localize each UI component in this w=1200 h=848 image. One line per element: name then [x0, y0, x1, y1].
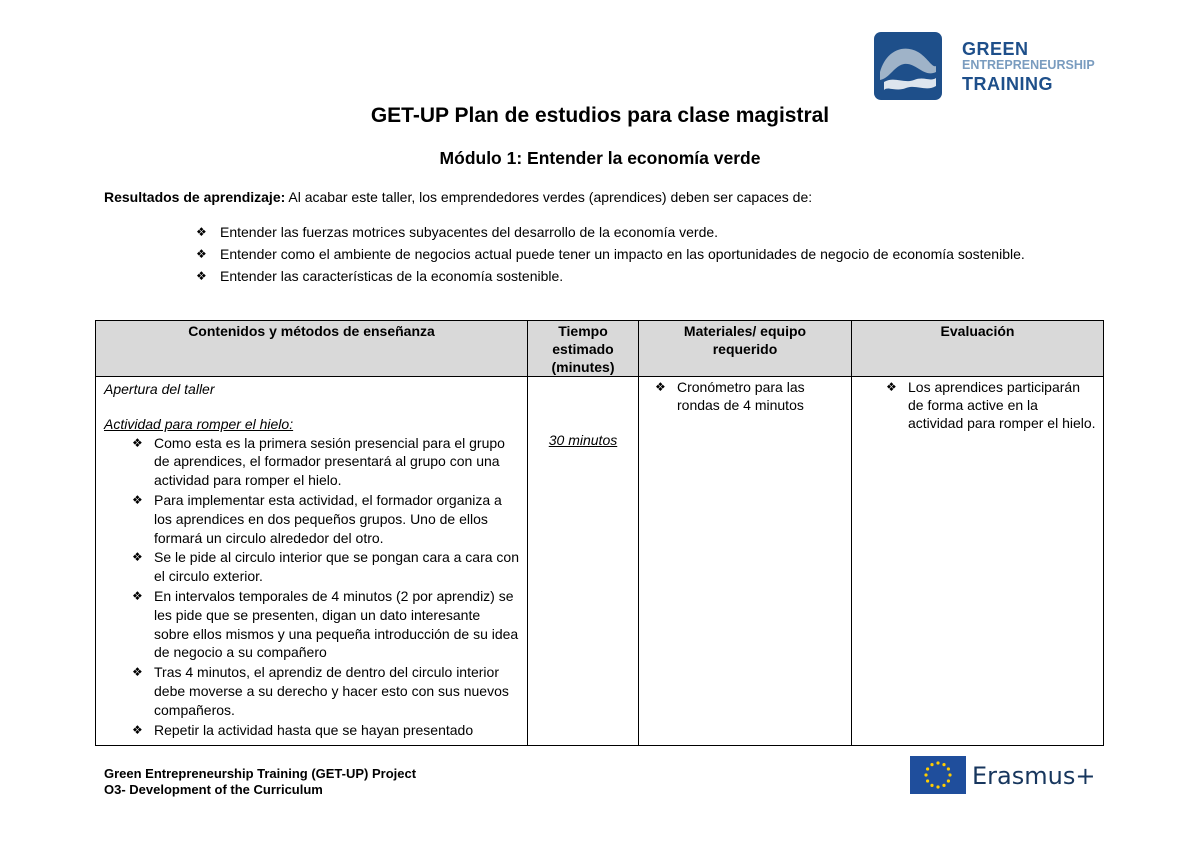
logo-line-training: TRAINING [962, 74, 1053, 94]
activity-steps-list [132, 434, 519, 740]
step-text: En intervalos temporales de 4 minutos (2 por aprendiz) se les pide que se presenten, digan un dato interesante sobre ellos mismos y una pequeña introducción de su idea de negocio a su compañero [154, 587, 519, 661]
list-item [132, 587, 519, 662]
erasmus-plus-wordmark: Erasmus+ [972, 762, 1096, 790]
learning-outcomes-intro [104, 189, 1104, 205]
step-text: Repetir la actividad hasta que se hayan presentado [154, 721, 474, 738]
list-item [196, 222, 1076, 243]
list-item [132, 434, 519, 490]
diamond-bullet-icon: ❖ [132, 435, 143, 450]
activity-title: Actividad para romper el hielo: [104, 415, 294, 432]
outcome-text: Entender las características de la economía sostenible. [220, 268, 564, 284]
footer-project-info [104, 766, 416, 798]
materials-cell [639, 377, 852, 746]
page-title: GET-UP Plan de estudios para clase magistral [370, 104, 830, 127]
header-contents-methods [96, 321, 528, 377]
header-evaluation [852, 321, 1104, 377]
header-label: Contenidos y métodos de enseñanza [188, 323, 435, 339]
diamond-bullet-icon: ❖ [196, 225, 207, 239]
diamond-bullet-icon: ❖ [132, 665, 143, 680]
green-entrepreneurship-logo-icon [874, 32, 942, 100]
materials-list [639, 377, 851, 414]
table-header-row [96, 321, 1104, 377]
footer-line-curriculum: O3- Development of the Curriculum [104, 782, 323, 797]
get-up-logo [874, 32, 1094, 100]
diamond-bullet-icon: ❖ [196, 269, 207, 283]
logo-line-green: GREEN [962, 39, 1029, 59]
diamond-bullet-icon: ❖ [196, 247, 207, 261]
list-item [655, 378, 845, 414]
list-item [196, 244, 1076, 265]
step-text: Como esta es la primera sesión presencial para el grupo de aprendices, el formador presentará al grupo con una actividad para romper el hielo. [154, 434, 505, 489]
logo-text [962, 40, 1095, 93]
diamond-bullet-icon: ❖ [655, 380, 666, 394]
time-value: 30 minutos [548, 432, 618, 448]
evaluation-text: Los aprendices participarán de forma active en la actividad para romper el hielo. [908, 379, 1096, 431]
footer-line-project: Green Entrepreneurship Training (GET-UP) Project [104, 766, 417, 781]
module-title: Módulo 1: Entender la economía verde [439, 148, 761, 168]
evaluation-list [852, 377, 1103, 432]
diamond-bullet-icon: ❖ [132, 550, 143, 565]
list-item [132, 491, 519, 547]
table-row [96, 377, 1104, 746]
outcome-text: Entender las fuerzas motrices subyacentes del desarrollo de la economía verde. [220, 224, 719, 240]
list-item [132, 721, 519, 740]
curriculum-table [95, 320, 1104, 746]
header-materials [639, 321, 852, 377]
outcome-text: Entender como el ambiente de negocios actual puede tener un impacto en las oportunidades de negocio de economía sostenible. [220, 246, 1025, 262]
logo-line-entrepreneurship: ENTREPRENEURSHIP [962, 58, 1095, 72]
contents-cell [96, 377, 528, 746]
learning-outcomes-list [196, 222, 1076, 288]
list-item [132, 663, 519, 719]
list-item [196, 266, 1076, 287]
learning-outcomes-text: Al acabar este taller, los emprendedores verdes (aprendices) deben ser capaces de: [285, 189, 813, 205]
header-estimated-time [528, 321, 639, 377]
evaluation-cell [852, 377, 1104, 746]
diamond-bullet-icon: ❖ [886, 380, 897, 394]
header-label: Tiempo estimado (minutes) [551, 323, 615, 375]
eu-flag-icon [910, 756, 966, 794]
time-cell [528, 377, 639, 746]
diamond-bullet-icon: ❖ [132, 722, 143, 737]
step-text: Tras 4 minutos, el aprendiz de dentro del circulo interior debe moverse a su derecho y hacer esto con sus nuevos compañeros. [154, 664, 509, 718]
diamond-bullet-icon: ❖ [132, 492, 143, 507]
header-label: Materiales/ equipo requerido [683, 323, 807, 357]
list-item [886, 378, 1097, 432]
erasmus-logo [910, 756, 1100, 796]
step-text: Para implementar esta actividad, el formador organiza a los aprendices en dos pequeños grupos. Uno de ellos formará un circulo alrededor del otro. [154, 491, 502, 546]
header-label: Evaluación [940, 323, 1015, 339]
material-text: Cronómetro para las rondas de 4 minutos [677, 379, 805, 413]
step-text: Se le pide al circulo interior que se pongan cara a cara con el circulo exterior. [154, 549, 519, 585]
opening-label: Apertura del taller [104, 381, 215, 397]
learning-outcomes-label: Resultados de aprendizaje: [104, 189, 286, 205]
diamond-bullet-icon: ❖ [132, 588, 143, 603]
list-item [132, 548, 519, 586]
